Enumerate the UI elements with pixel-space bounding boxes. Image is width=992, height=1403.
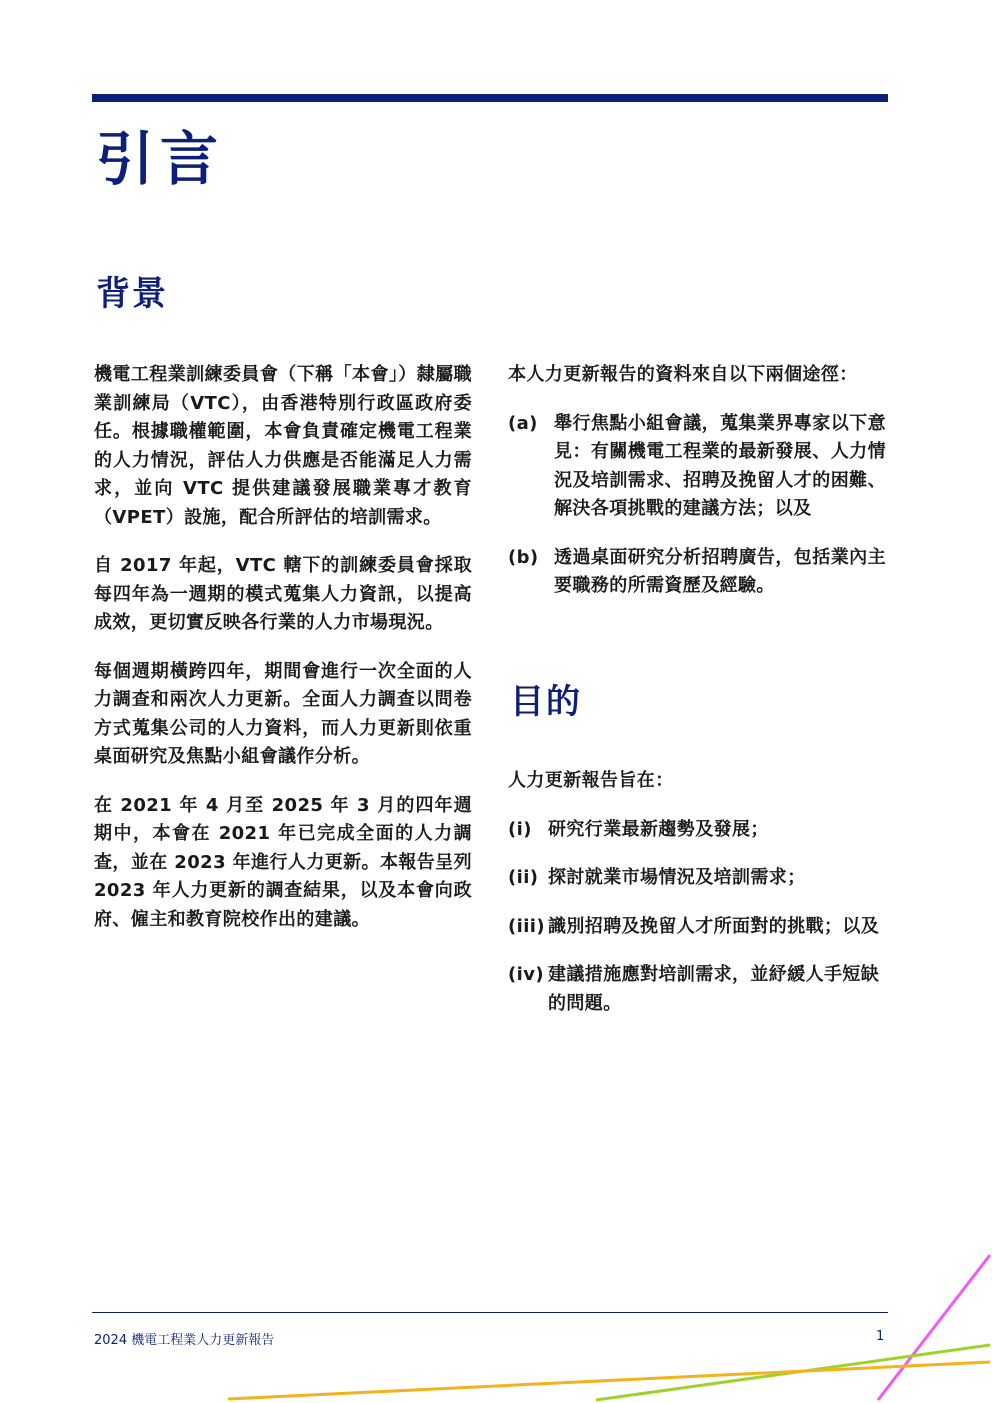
source-item-text: 舉行焦點小組會議，蒐集業界專家以下意見：有關機電工程業的最新發展、人力情況及培訓需求、招聘及挽留人才的困難、解決各項挑戰的建議方法；以及	[554, 412, 886, 519]
orange-decorative-line	[228, 1362, 990, 1399]
footer-page-number: 1	[876, 1329, 885, 1344]
purpose-item-number: (i)	[508, 818, 532, 840]
background-paragraph-3: 每個週期橫跨四年，期間會進行一次全面的人力調查和兩次人力更新。全面人力調查以問卷方式蒐集公司的人力資料，而人力更新則依重桌面研究及焦點小組會議作分析。	[94, 660, 472, 767]
purpose-heading: 目的	[510, 682, 582, 722]
background-paragraph-1: 機電工程業訓練委員會（下稱「本會」）隸屬職業訓練局（VTC），由香港特別行政區政府委任。根據職權範圍，本會負責確定機電工程業的人力情況，評估人力供應是否能滿足人力需求，並向 VTC 提供建議發展職業專才教育（VPET）設施，配合所評估的培訓需求。	[94, 364, 472, 528]
background-paragraph-2: 自 2017 年起，VTC 轄下的訓練委員會採取每四年為一週期的模式蒐集人力資訊，以提高成效，更切實反映各行業的人力市場現況。	[94, 555, 472, 633]
purpose-item-number: (iii)	[508, 915, 545, 937]
source-item-marker: (a)	[508, 412, 538, 434]
purpose-item-number: (iv)	[508, 964, 544, 985]
background-paragraph-4: 在 2021 年 4 月至 2025 年 3 月的四年週期中，本會在 2021 年已完成全面的人力調查，並在 2023 年進行人力更新。本報告呈列 2023 年人力更新的調查結果，以及本會向政府、僱主和教育院校作出的建議。	[94, 794, 472, 930]
page-title: 引言	[96, 125, 225, 193]
purpose-item-text: 識別招聘及挽留人才所面對的挑戰；以及	[548, 915, 880, 937]
purpose-intro: 人力更新報告旨在：	[508, 770, 674, 791]
purpose-item-text: 研究行業最新趨勢及發展；	[548, 818, 769, 840]
source-item-marker: (b)	[508, 546, 539, 568]
sources-intro: 本人力更新報告的資料來自以下兩個途徑：	[508, 364, 858, 385]
purpose-item-text: 建議措施應對培訓需求，並紓緩人手短缺的問題。	[548, 964, 880, 1014]
source-item-text: 透過桌面研究分析招聘廣告，包括業內主要職務的所需資歷及經驗。	[554, 546, 886, 596]
background-heading: 背景	[96, 274, 168, 314]
footer-report-title: 2024 機電工程業人力更新報告	[94, 1333, 275, 1348]
purpose-item-number: (ii)	[508, 867, 539, 888]
purpose-item-text: 探討就業市場情況及培訓需求；	[548, 867, 806, 888]
pink-decorative-line	[878, 1255, 990, 1400]
